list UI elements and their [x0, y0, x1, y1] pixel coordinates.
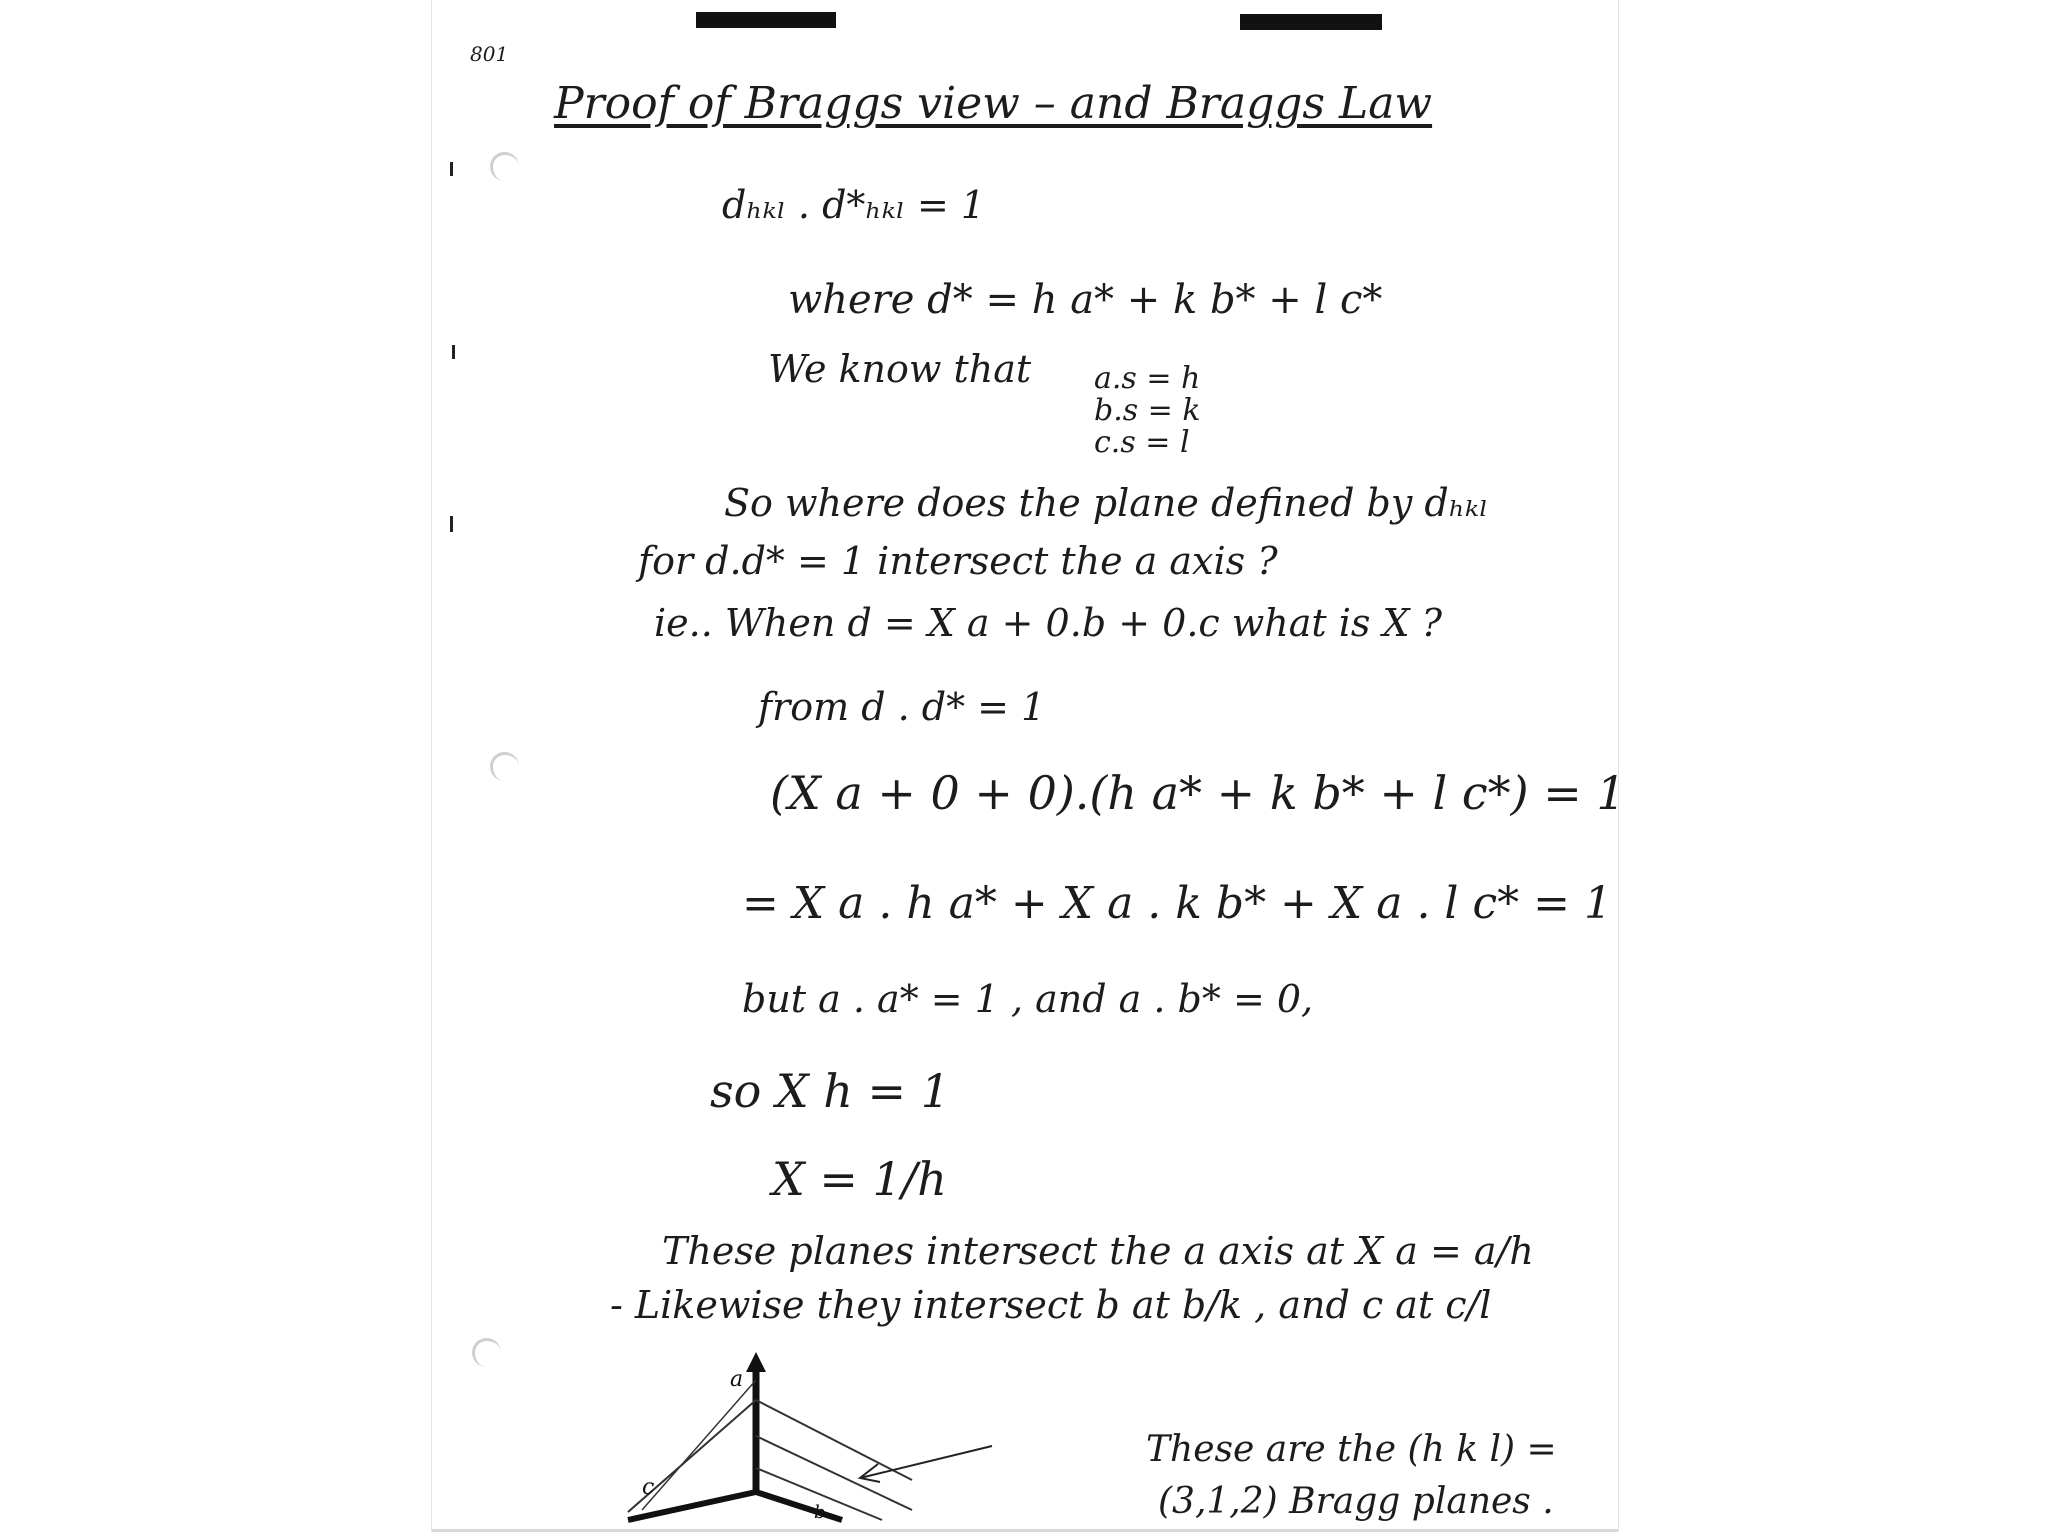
a-axis-label: a [730, 1367, 744, 1392]
c-axis-label: c [642, 1475, 655, 1500]
plane-line [756, 1400, 912, 1480]
margin-tick [450, 162, 453, 176]
equation-line: c.s = l [1094, 425, 1190, 460]
punch-hole-mark [472, 1338, 501, 1367]
redaction-bar-left [696, 12, 836, 28]
b-axis [756, 1492, 842, 1520]
equation-line: b.s = k [1094, 393, 1201, 428]
margin-tick [452, 345, 455, 359]
text-line: but a . a* = 1 , and a . b* = 0, [742, 977, 1314, 1021]
equation-line: (X a + 0 + 0).(h a* + k b* + l c*) = 1 [770, 766, 1626, 820]
text-line: for d.d* = 1 intersect the a axis ? [638, 539, 1278, 583]
punch-hole-mark [490, 152, 519, 181]
equation-line: so X h = 1 [710, 1064, 950, 1118]
b-axis-label: b [814, 1502, 826, 1523]
annotation-arrow [860, 1446, 992, 1478]
equation-line: a.s = h [1094, 361, 1201, 396]
text-line: - Likewise they intersect b at b/k , and c at c/l [610, 1283, 1492, 1327]
equation-line: where d* = h a* + k b* + l c* [788, 277, 1383, 323]
a-axis-arrowhead [746, 1352, 766, 1372]
equation-line: = X a . h a* + X a . k b* + X a . l c* = 1 [742, 878, 1612, 929]
equation-line: from d . d* = 1 [758, 685, 1046, 729]
text-line: We know that [768, 347, 1032, 391]
punch-hole-mark [490, 752, 519, 781]
redaction-bar-right [1240, 14, 1382, 30]
text-line: These planes intersect the a axis at X a = a/h [662, 1229, 1534, 1273]
annotation-text: These are the (h k l) = [1146, 1429, 1557, 1470]
equation-line: X = 1/h [772, 1152, 947, 1206]
corner-mark: 801 [470, 42, 509, 66]
text-line: ie.. When d = X a + 0.b + 0.c what is X ? [654, 601, 1442, 645]
page-bottom-edge [432, 1529, 1618, 1532]
bragg-planes-diagram [582, 1360, 1002, 1523]
margin-tick [450, 516, 453, 532]
plane-line [642, 1380, 756, 1510]
text-line: So where does the plane defined by dₕₖₗ [724, 481, 1489, 525]
page-title: Proof of Braggs view – and Braggs Law [554, 78, 1433, 129]
equation-line: dₕₖₗ . d*ₕₖₗ = 1 [722, 183, 986, 227]
scanned-page [431, 0, 1626, 1532]
annotation-text: (3,1,2) Bragg planes . [1158, 1481, 1554, 1522]
